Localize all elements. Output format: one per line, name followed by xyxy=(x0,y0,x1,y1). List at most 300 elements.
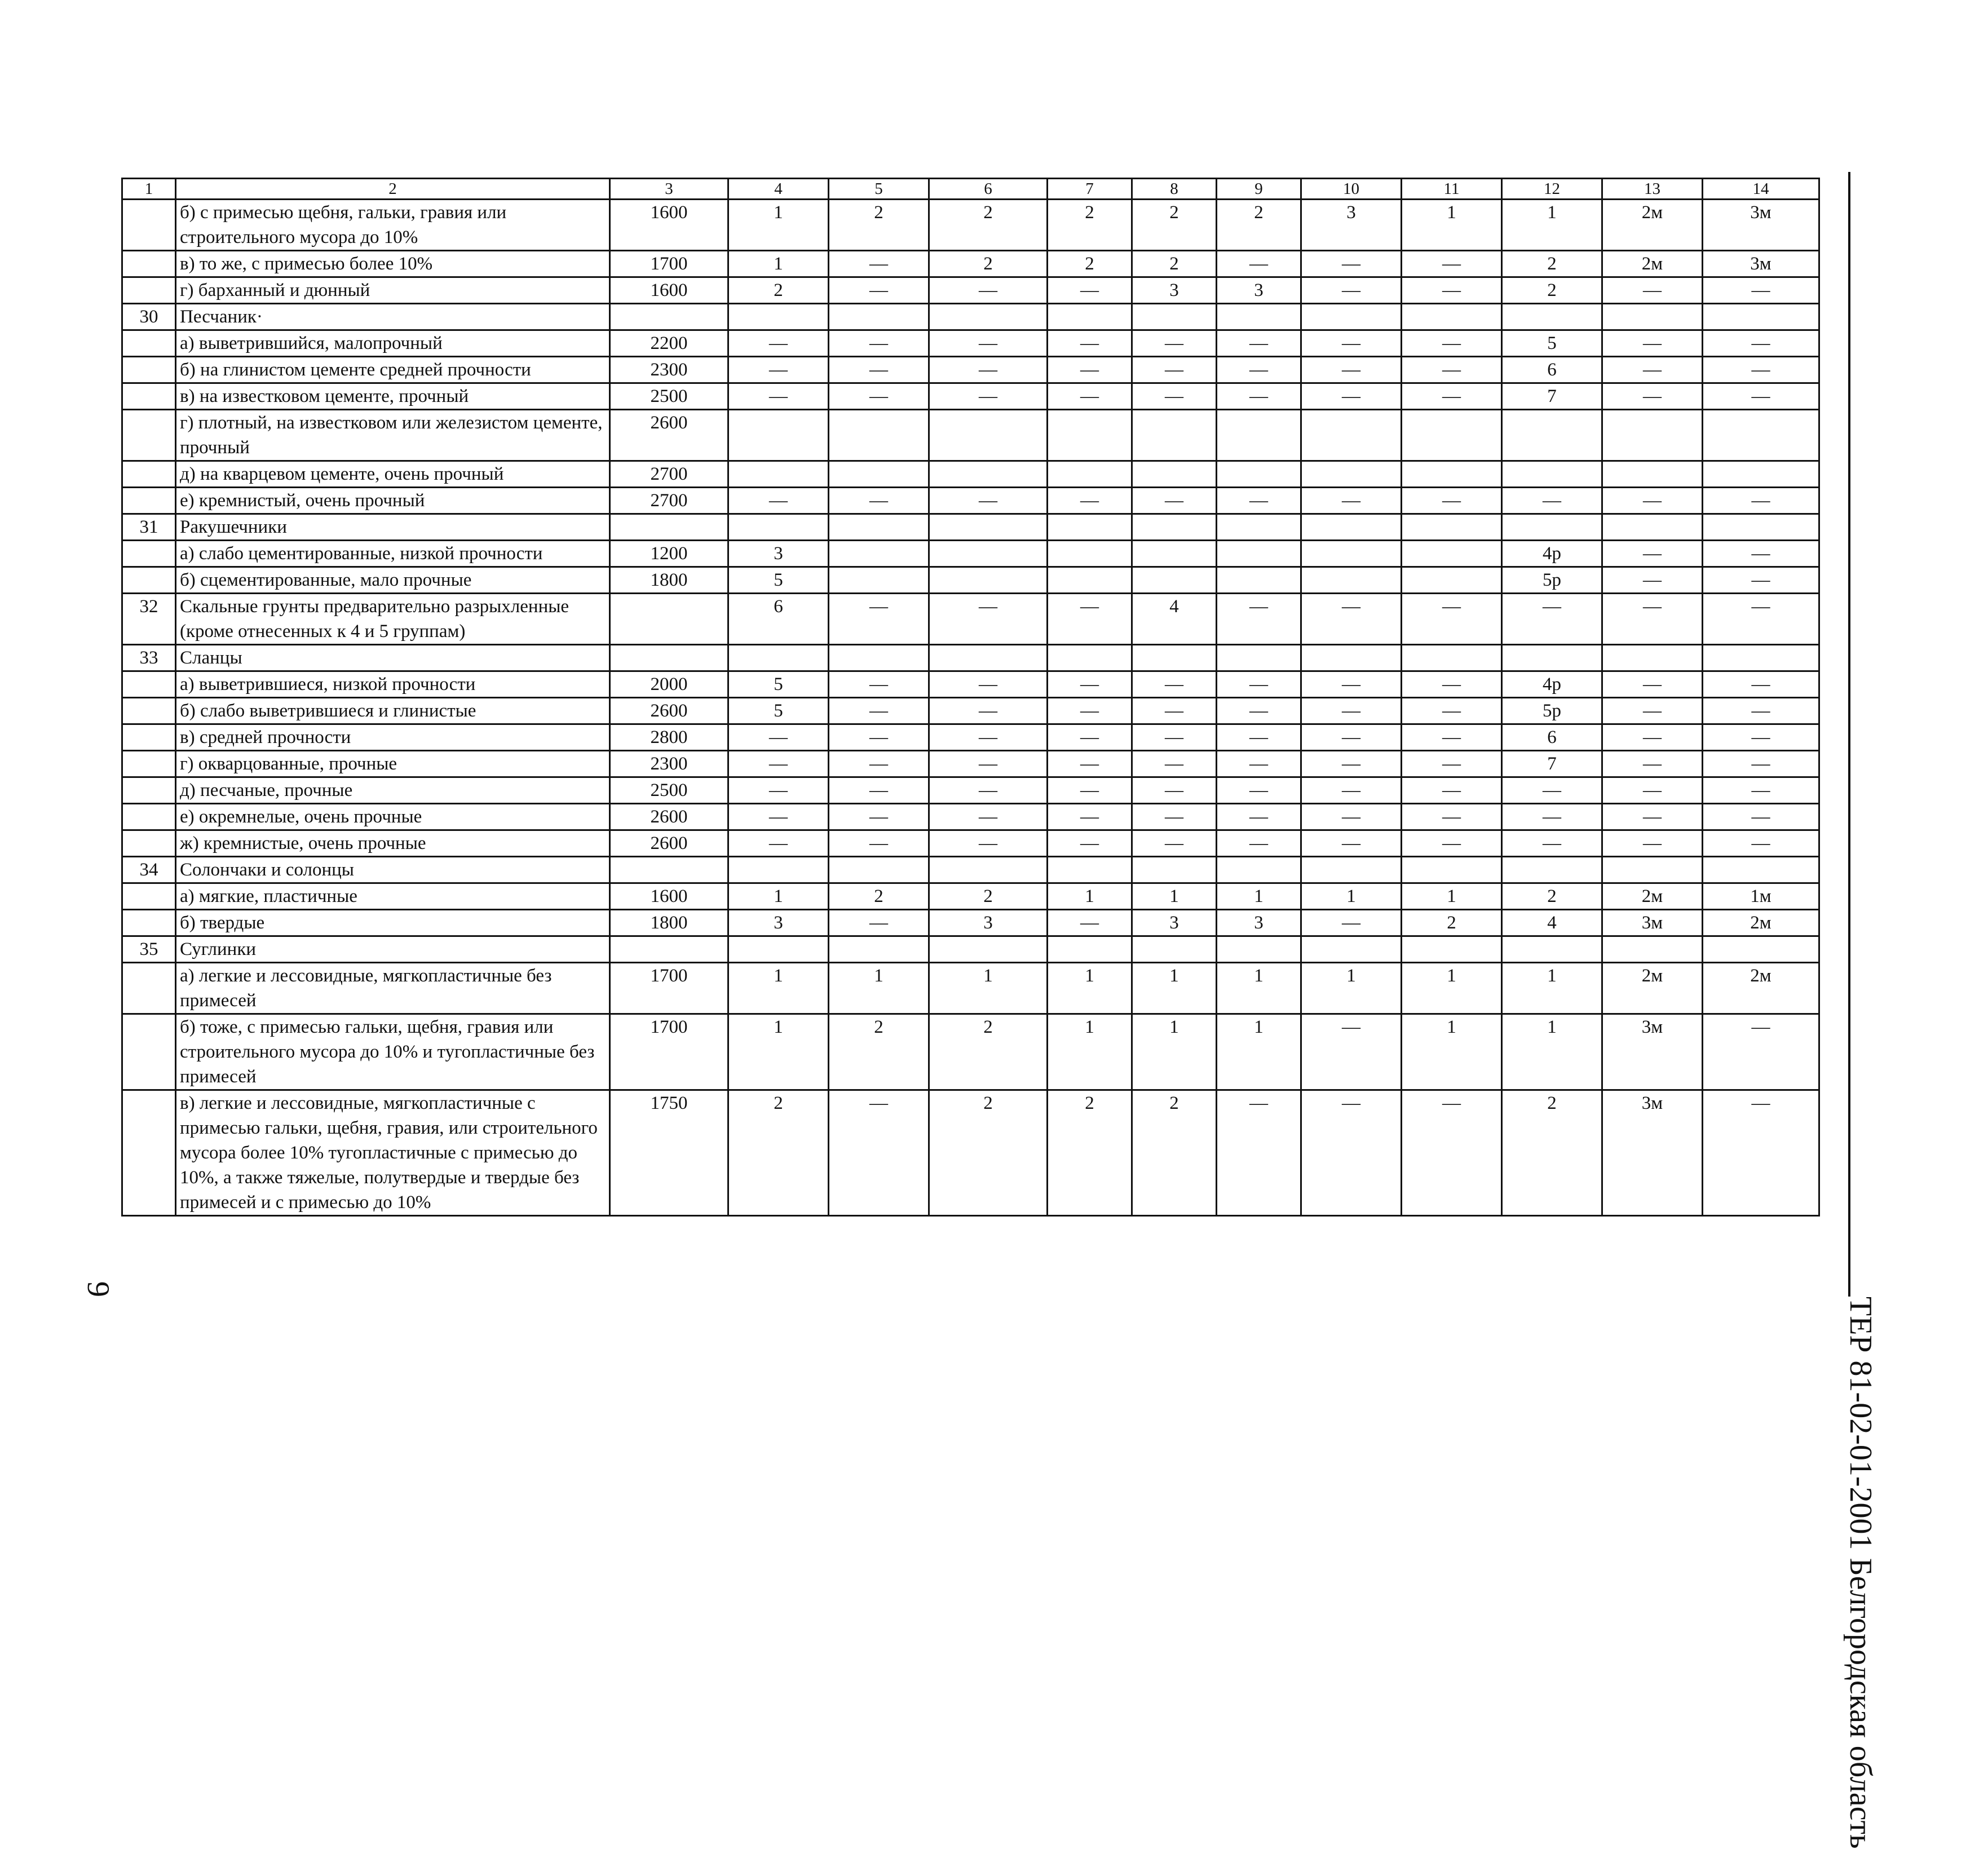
group-value: 1 xyxy=(728,883,829,910)
group-value: — xyxy=(1602,567,1703,594)
soil-name: а) выветрившийся, малопрочный xyxy=(176,330,610,357)
group-value: — xyxy=(1048,777,1132,804)
group-value: — xyxy=(1301,910,1402,936)
soil-name: а) выветрившиеся, низкой прочности xyxy=(176,671,610,698)
group-value: 1 xyxy=(1132,963,1217,1014)
group-value: — xyxy=(1132,830,1217,857)
group-value xyxy=(929,304,1048,330)
group-value xyxy=(1301,514,1402,541)
group-value: 2 xyxy=(1502,1090,1602,1216)
group-value: — xyxy=(1132,357,1217,383)
group-value: 2м xyxy=(1703,910,1819,936)
group-value: — xyxy=(1301,777,1402,804)
group-value: — xyxy=(1301,804,1402,830)
row-number: 30 xyxy=(122,304,176,330)
soil-name: б) с примесью щебня, гальки, гравия или строительного мусора до 10% xyxy=(176,200,610,251)
table-row xyxy=(122,357,1819,383)
row-number xyxy=(122,488,176,514)
density-value: 1600 xyxy=(610,277,728,304)
soil-name: ж) кремнистые, очень прочные xyxy=(176,830,610,857)
group-value: 5 xyxy=(728,671,829,698)
group-value: — xyxy=(929,357,1048,383)
table-row xyxy=(122,671,1819,698)
group-value: — xyxy=(1602,541,1703,567)
table-row xyxy=(122,541,1819,567)
group-value xyxy=(1217,304,1301,330)
soil-name: в) то же, с примесью более 10% xyxy=(176,251,610,277)
group-value: — xyxy=(1217,698,1301,724)
group-value: 3 xyxy=(1132,910,1217,936)
row-number xyxy=(122,1014,176,1090)
soil-name: Скальные грунты предварительно разрыхленные (кроме отнесенных к 4 и 5 группам) xyxy=(176,594,610,645)
group-value: 5р xyxy=(1502,567,1602,594)
group-value: — xyxy=(1703,751,1819,777)
group-value: 2 xyxy=(929,251,1048,277)
group-value xyxy=(1502,410,1602,461)
group-value: — xyxy=(1217,330,1301,357)
group-value: — xyxy=(1217,777,1301,804)
group-value xyxy=(829,936,929,963)
group-value: — xyxy=(1217,804,1301,830)
group-value: 2 xyxy=(829,1014,929,1090)
group-value: 3м xyxy=(1703,200,1819,251)
group-value xyxy=(1602,304,1703,330)
soil-name: Песчаник· xyxy=(176,304,610,330)
group-value xyxy=(1703,645,1819,671)
density-value: 2600 xyxy=(610,830,728,857)
group-value xyxy=(1602,461,1703,488)
group-value: — xyxy=(1048,724,1132,751)
group-value: — xyxy=(1703,567,1819,594)
group-value xyxy=(1502,514,1602,541)
table-row xyxy=(122,751,1819,777)
group-value: — xyxy=(929,751,1048,777)
soil-name: д) песчаные, прочные xyxy=(176,777,610,804)
group-value: — xyxy=(929,777,1048,804)
group-value: — xyxy=(1048,910,1132,936)
group-value: — xyxy=(1602,724,1703,751)
header-cell: 3 xyxy=(610,179,728,200)
header-cell: 8 xyxy=(1132,179,1217,200)
group-value: — xyxy=(1502,830,1602,857)
group-value: — xyxy=(1301,671,1402,698)
group-value: — xyxy=(728,751,829,777)
table-row xyxy=(122,304,1819,330)
group-value: 2м xyxy=(1703,963,1819,1014)
group-value xyxy=(1132,461,1217,488)
group-value xyxy=(1402,461,1502,488)
group-value xyxy=(1402,645,1502,671)
group-value: 4р xyxy=(1502,541,1602,567)
table-row xyxy=(122,645,1819,671)
group-value xyxy=(728,514,829,541)
group-value: 2 xyxy=(1048,1090,1132,1216)
group-value: — xyxy=(1301,383,1402,410)
group-value: 7 xyxy=(1502,383,1602,410)
group-value xyxy=(1703,410,1819,461)
group-value: 4 xyxy=(1132,594,1217,645)
row-number: 34 xyxy=(122,857,176,883)
group-value: 1 xyxy=(1301,963,1402,1014)
group-value xyxy=(1217,567,1301,594)
group-value: — xyxy=(1602,383,1703,410)
group-value: 7 xyxy=(1502,751,1602,777)
group-value: — xyxy=(1602,277,1703,304)
group-value: — xyxy=(829,698,929,724)
group-value: 1 xyxy=(1402,963,1502,1014)
group-value: — xyxy=(1602,357,1703,383)
group-value xyxy=(929,857,1048,883)
row-number xyxy=(122,410,176,461)
group-value: — xyxy=(1703,777,1819,804)
group-value: — xyxy=(1602,594,1703,645)
density-value: 1700 xyxy=(610,251,728,277)
group-value xyxy=(1301,541,1402,567)
group-value: — xyxy=(1301,698,1402,724)
header-cell: 7 xyxy=(1048,179,1132,200)
group-value xyxy=(929,461,1048,488)
group-value: — xyxy=(728,330,829,357)
table-row xyxy=(122,936,1819,963)
density-value: 1800 xyxy=(610,567,728,594)
group-value: 1 xyxy=(1301,883,1402,910)
group-value: — xyxy=(1402,671,1502,698)
group-value: 3 xyxy=(1217,910,1301,936)
group-value: — xyxy=(929,488,1048,514)
group-value: — xyxy=(1402,724,1502,751)
group-value: 1 xyxy=(1402,200,1502,251)
group-value: — xyxy=(829,330,929,357)
group-value: — xyxy=(1048,383,1132,410)
table-row xyxy=(122,1090,1819,1216)
group-value: — xyxy=(1703,804,1819,830)
row-number xyxy=(122,1090,176,1216)
group-value: 1 xyxy=(1217,883,1301,910)
table-row xyxy=(122,461,1819,488)
group-value xyxy=(929,514,1048,541)
group-value xyxy=(1502,936,1602,963)
group-value: — xyxy=(829,277,929,304)
group-value xyxy=(728,645,829,671)
group-value xyxy=(829,645,929,671)
group-value: — xyxy=(1502,594,1602,645)
group-value: — xyxy=(1402,488,1502,514)
soil-name: в) легкие и лессовидные, мягкопластичные с примесью гальки, щебня, гравия, или строительного мусора более 10% тугопластичные с примесью до 10%, а также тяжелые, полутвердые и твердые без примесей и с примесью до 10% xyxy=(176,1090,610,1216)
group-value: — xyxy=(1132,698,1217,724)
table-row xyxy=(122,724,1819,751)
group-value: — xyxy=(829,777,929,804)
group-value: — xyxy=(1703,594,1819,645)
group-value: — xyxy=(1402,383,1502,410)
group-value: 2м xyxy=(1602,200,1703,251)
group-value: — xyxy=(1402,751,1502,777)
group-value: 1 xyxy=(1402,1014,1502,1090)
row-number: 32 xyxy=(122,594,176,645)
group-value xyxy=(1132,514,1217,541)
group-value: — xyxy=(829,804,929,830)
soil-name: б) сцементированные, мало прочные xyxy=(176,567,610,594)
group-value: — xyxy=(1602,671,1703,698)
group-value xyxy=(1217,936,1301,963)
side-rule xyxy=(1848,172,1850,1297)
group-value: — xyxy=(1048,330,1132,357)
density-value: 1700 xyxy=(610,963,728,1014)
group-value xyxy=(929,541,1048,567)
group-value: 1 xyxy=(1132,1014,1217,1090)
group-value xyxy=(1402,304,1502,330)
group-value: — xyxy=(728,357,829,383)
table-row xyxy=(122,567,1819,594)
density-value: 2500 xyxy=(610,777,728,804)
group-value: 5р xyxy=(1502,698,1602,724)
group-value: — xyxy=(1048,671,1132,698)
row-number: 35 xyxy=(122,936,176,963)
group-value xyxy=(1402,857,1502,883)
group-value xyxy=(829,461,929,488)
group-value xyxy=(1402,567,1502,594)
row-number: 31 xyxy=(122,514,176,541)
density-value xyxy=(610,304,728,330)
header-cell: 10 xyxy=(1301,179,1402,200)
group-value xyxy=(1132,410,1217,461)
group-value: — xyxy=(1048,804,1132,830)
group-value: 3м xyxy=(1602,910,1703,936)
row-number xyxy=(122,461,176,488)
group-value xyxy=(1301,461,1402,488)
group-value: — xyxy=(1402,830,1502,857)
row-number xyxy=(122,357,176,383)
density-value xyxy=(610,514,728,541)
group-value: — xyxy=(1048,830,1132,857)
soil-name: г) окварцованные, прочные xyxy=(176,751,610,777)
group-value: — xyxy=(728,830,829,857)
group-value xyxy=(1132,567,1217,594)
group-value: 2 xyxy=(1502,277,1602,304)
group-value: — xyxy=(929,277,1048,304)
group-value xyxy=(1132,304,1217,330)
group-value: — xyxy=(1132,777,1217,804)
group-value: 1 xyxy=(728,251,829,277)
row-number xyxy=(122,698,176,724)
group-value: — xyxy=(1217,594,1301,645)
group-value: 1 xyxy=(1502,200,1602,251)
group-value: — xyxy=(829,357,929,383)
group-value xyxy=(728,304,829,330)
group-value: 4 xyxy=(1502,910,1602,936)
density-value xyxy=(610,594,728,645)
density-value: 1750 xyxy=(610,1090,728,1216)
group-value xyxy=(728,936,829,963)
group-value xyxy=(1301,304,1402,330)
density-value: 2700 xyxy=(610,488,728,514)
row-number xyxy=(122,777,176,804)
group-value: 3 xyxy=(929,910,1048,936)
group-value: 2 xyxy=(929,200,1048,251)
header-cell: 11 xyxy=(1402,179,1502,200)
group-value xyxy=(1301,567,1402,594)
soil-name: а) легкие и лессовидные, мягкопластичные без примесей xyxy=(176,963,610,1014)
group-value: — xyxy=(1703,541,1819,567)
group-value xyxy=(1132,645,1217,671)
table-row xyxy=(122,514,1819,541)
group-value: — xyxy=(929,830,1048,857)
group-value xyxy=(1301,936,1402,963)
group-value xyxy=(1048,567,1132,594)
row-number xyxy=(122,383,176,410)
soil-name: в) средней прочности xyxy=(176,724,610,751)
group-value xyxy=(829,567,929,594)
group-value: — xyxy=(829,724,929,751)
group-value: — xyxy=(1602,698,1703,724)
table-row xyxy=(122,330,1819,357)
table-row xyxy=(122,777,1819,804)
group-value: — xyxy=(728,777,829,804)
group-value: — xyxy=(829,910,929,936)
group-value: 1 xyxy=(1402,883,1502,910)
group-value: — xyxy=(1048,594,1132,645)
row-number xyxy=(122,883,176,910)
group-value: 2 xyxy=(829,883,929,910)
group-value xyxy=(1217,645,1301,671)
table-row xyxy=(122,963,1819,1014)
header-cell: 9 xyxy=(1217,179,1301,200)
soil-name: б) тоже, с примесью гальки, щебня, гравия или строительного мусора до 10% и тугопластичные без примесей xyxy=(176,1014,610,1090)
density-value: 2800 xyxy=(610,724,728,751)
group-value: — xyxy=(1301,277,1402,304)
density-value: 1800 xyxy=(610,910,728,936)
group-value: — xyxy=(829,671,929,698)
group-value: 2 xyxy=(1132,251,1217,277)
group-value: — xyxy=(1301,1014,1402,1090)
group-value: 2 xyxy=(1048,200,1132,251)
density-value xyxy=(610,936,728,963)
group-value: 1 xyxy=(728,1014,829,1090)
group-value xyxy=(728,410,829,461)
soil-name: е) кремнистый, очень прочный xyxy=(176,488,610,514)
group-value xyxy=(1402,936,1502,963)
group-value xyxy=(728,857,829,883)
group-value: — xyxy=(1132,751,1217,777)
table-header-row xyxy=(122,179,1819,200)
group-value: 1 xyxy=(1502,1014,1602,1090)
group-value: — xyxy=(1502,488,1602,514)
group-value: 1м xyxy=(1703,883,1819,910)
group-value: — xyxy=(829,383,929,410)
group-value xyxy=(1602,410,1703,461)
group-value: — xyxy=(1602,777,1703,804)
row-number xyxy=(122,804,176,830)
group-value xyxy=(1217,410,1301,461)
group-value: 2м xyxy=(1602,883,1703,910)
group-value: — xyxy=(1703,357,1819,383)
density-value xyxy=(610,857,728,883)
group-value xyxy=(1703,461,1819,488)
group-value: 2 xyxy=(1132,200,1217,251)
density-value: 2300 xyxy=(610,751,728,777)
group-value: — xyxy=(1402,594,1502,645)
group-value xyxy=(1217,514,1301,541)
table-row xyxy=(122,804,1819,830)
group-value xyxy=(829,514,929,541)
density-value: 2600 xyxy=(610,804,728,830)
group-value: — xyxy=(1703,1090,1819,1216)
table-row xyxy=(122,883,1819,910)
group-value: 3 xyxy=(1217,277,1301,304)
group-value xyxy=(1402,410,1502,461)
group-value: 3м xyxy=(1602,1090,1703,1216)
group-value: 2 xyxy=(929,1090,1048,1216)
header-cell: 2 xyxy=(176,179,610,200)
soil-name: Солончаки и солонцы xyxy=(176,857,610,883)
group-value: 3 xyxy=(728,910,829,936)
soil-name: б) твердые xyxy=(176,910,610,936)
header-cell: 13 xyxy=(1602,179,1703,200)
group-value xyxy=(829,541,929,567)
group-value xyxy=(1048,461,1132,488)
group-value: — xyxy=(1301,330,1402,357)
group-value xyxy=(1048,857,1132,883)
page-number: 9 xyxy=(81,1281,116,1297)
group-value: 3 xyxy=(1132,277,1217,304)
group-value: — xyxy=(1048,357,1132,383)
group-value: 6 xyxy=(1502,724,1602,751)
group-value: — xyxy=(728,804,829,830)
soil-name: Ракушечники xyxy=(176,514,610,541)
group-value: — xyxy=(1703,383,1819,410)
group-value: — xyxy=(1301,1090,1402,1216)
group-value xyxy=(1703,857,1819,883)
group-value: 2 xyxy=(1402,910,1502,936)
group-value: 3 xyxy=(1301,200,1402,251)
group-value: — xyxy=(1402,357,1502,383)
header-cell: 1 xyxy=(122,179,176,200)
group-value xyxy=(1301,645,1402,671)
density-value: 2200 xyxy=(610,330,728,357)
group-value: — xyxy=(829,1090,929,1216)
density-value: 2600 xyxy=(610,410,728,461)
group-value xyxy=(1402,541,1502,567)
group-value xyxy=(1048,645,1132,671)
group-value xyxy=(829,410,929,461)
row-number xyxy=(122,330,176,357)
soil-name: г) плотный, на известковом или железистом цементе, прочный xyxy=(176,410,610,461)
group-value: — xyxy=(1132,724,1217,751)
header-cell: 6 xyxy=(929,179,1048,200)
group-value: 6 xyxy=(728,594,829,645)
group-value xyxy=(1048,936,1132,963)
group-value xyxy=(1602,857,1703,883)
group-value xyxy=(1502,645,1602,671)
group-value: 1 xyxy=(1217,963,1301,1014)
group-value: 1 xyxy=(1048,963,1132,1014)
row-number xyxy=(122,751,176,777)
density-value: 1600 xyxy=(610,200,728,251)
row-number xyxy=(122,830,176,857)
group-value: 4р xyxy=(1502,671,1602,698)
group-value: — xyxy=(1703,1014,1819,1090)
group-value: 6 xyxy=(1502,357,1602,383)
group-value xyxy=(1301,857,1402,883)
group-value: — xyxy=(1703,671,1819,698)
row-number xyxy=(122,963,176,1014)
soil-name: б) на глинистом цементе средней прочности xyxy=(176,357,610,383)
group-value: — xyxy=(1602,488,1703,514)
group-value: 2 xyxy=(728,277,829,304)
row-number xyxy=(122,910,176,936)
soil-name: е) окремнелые, очень прочные xyxy=(176,804,610,830)
group-value xyxy=(1602,514,1703,541)
group-value: — xyxy=(1703,830,1819,857)
